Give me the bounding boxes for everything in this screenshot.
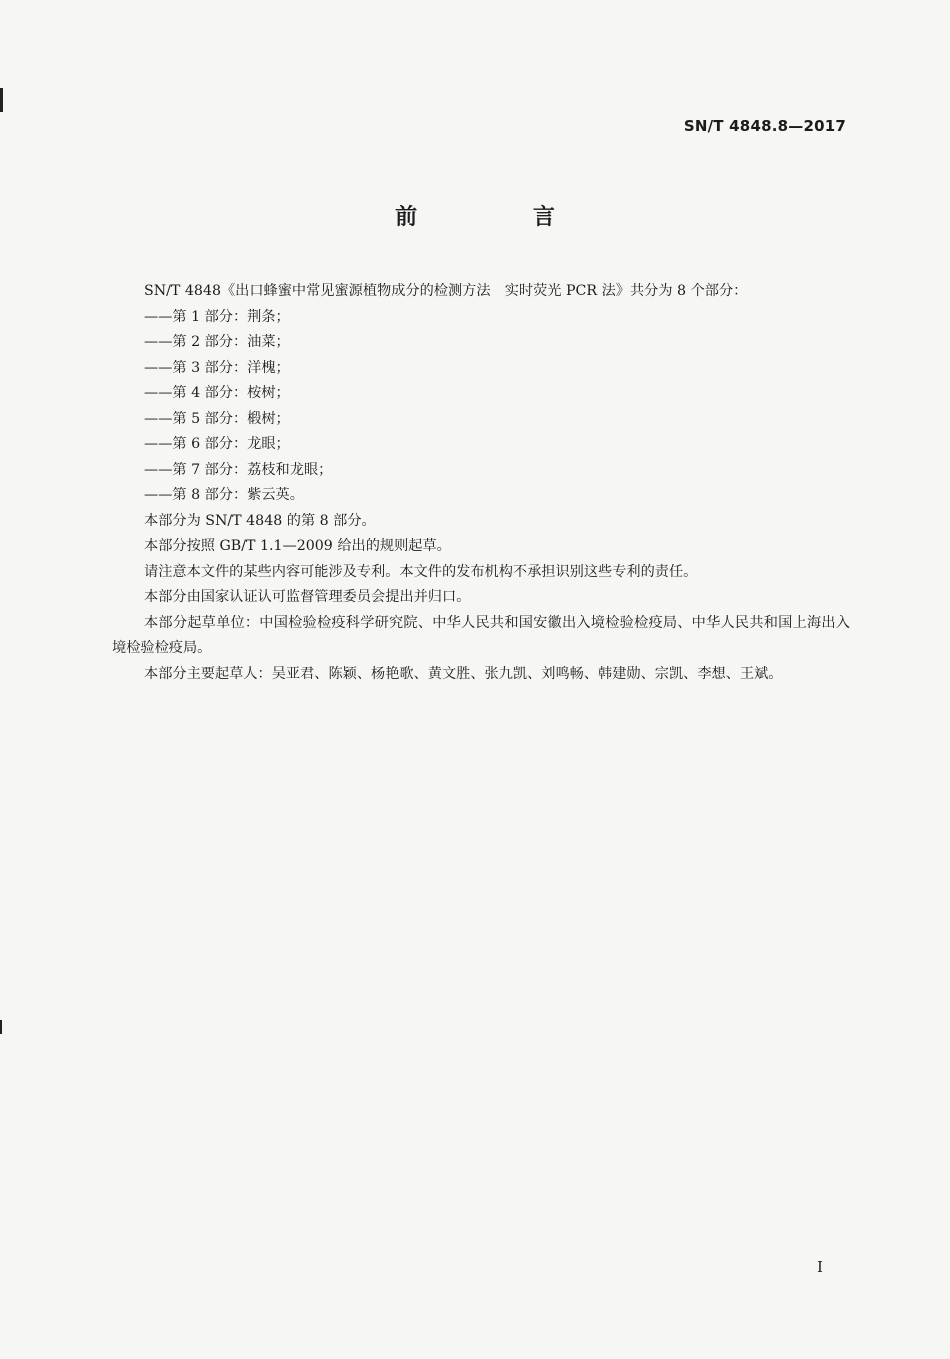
part-list-item: ——第 3 部分：洋槐； <box>144 359 290 376</box>
part-list-item: ——第 5 部分：椴树； <box>144 410 290 427</box>
page-number: I <box>817 1258 823 1276</box>
part-list-item: ——第 1 部分：荆条； <box>144 308 290 325</box>
scan-edge-mark <box>0 1020 2 1034</box>
scan-edge-mark <box>0 88 3 112</box>
drafting-units: 本部分起草单位：中国检验检疫科学研究院、中华人民共和国安徽出入境检验检疫局、中华人民共和国上海出入境检验检疫局。 <box>112 614 850 656</box>
patent-notice: 请注意本文件的某些内容可能涉及专利。本文件的发布机构不承担识别这些专利的责任。 <box>144 563 698 580</box>
part-list-item: ——第 7 部分：荔枝和龙眼； <box>144 461 333 478</box>
foreword-body <box>112 279 850 687</box>
drafting-rules: 本部分按照 GB/T 1.1—2009 给出的规则起草。 <box>144 538 451 554</box>
proposer-statement: 本部分由国家认证认可监督管理委员会提出并归口。 <box>144 589 471 605</box>
drafters: 本部分主要起草人：吴亚君、陈颖、杨艳歌、黄文胜、张九凯、刘鸣畅、韩建勋、宗凯、李想、王斌。 <box>144 665 783 682</box>
part-list-item: ——第 4 部分：桉树； <box>144 385 290 401</box>
part-statement: 本部分为 SN/T 4848 的第 8 部分。 <box>144 512 376 529</box>
part-list-item: ——第 6 部分：龙眼； <box>144 436 290 452</box>
standard-code: SN/T 4848.8—2017 <box>683 117 846 135</box>
part-list-item: ——第 8 部分：紫云英。 <box>144 487 304 503</box>
part-list-item: ——第 2 部分：油菜； <box>144 334 290 350</box>
page-title: 前 言 <box>395 205 609 230</box>
intro-paragraph: SN/T 4848《出口蜂蜜中常见蜜源植物成分的检测方法 实时荧光 PCR 法》共分为 8 个部分： <box>144 283 748 299</box>
